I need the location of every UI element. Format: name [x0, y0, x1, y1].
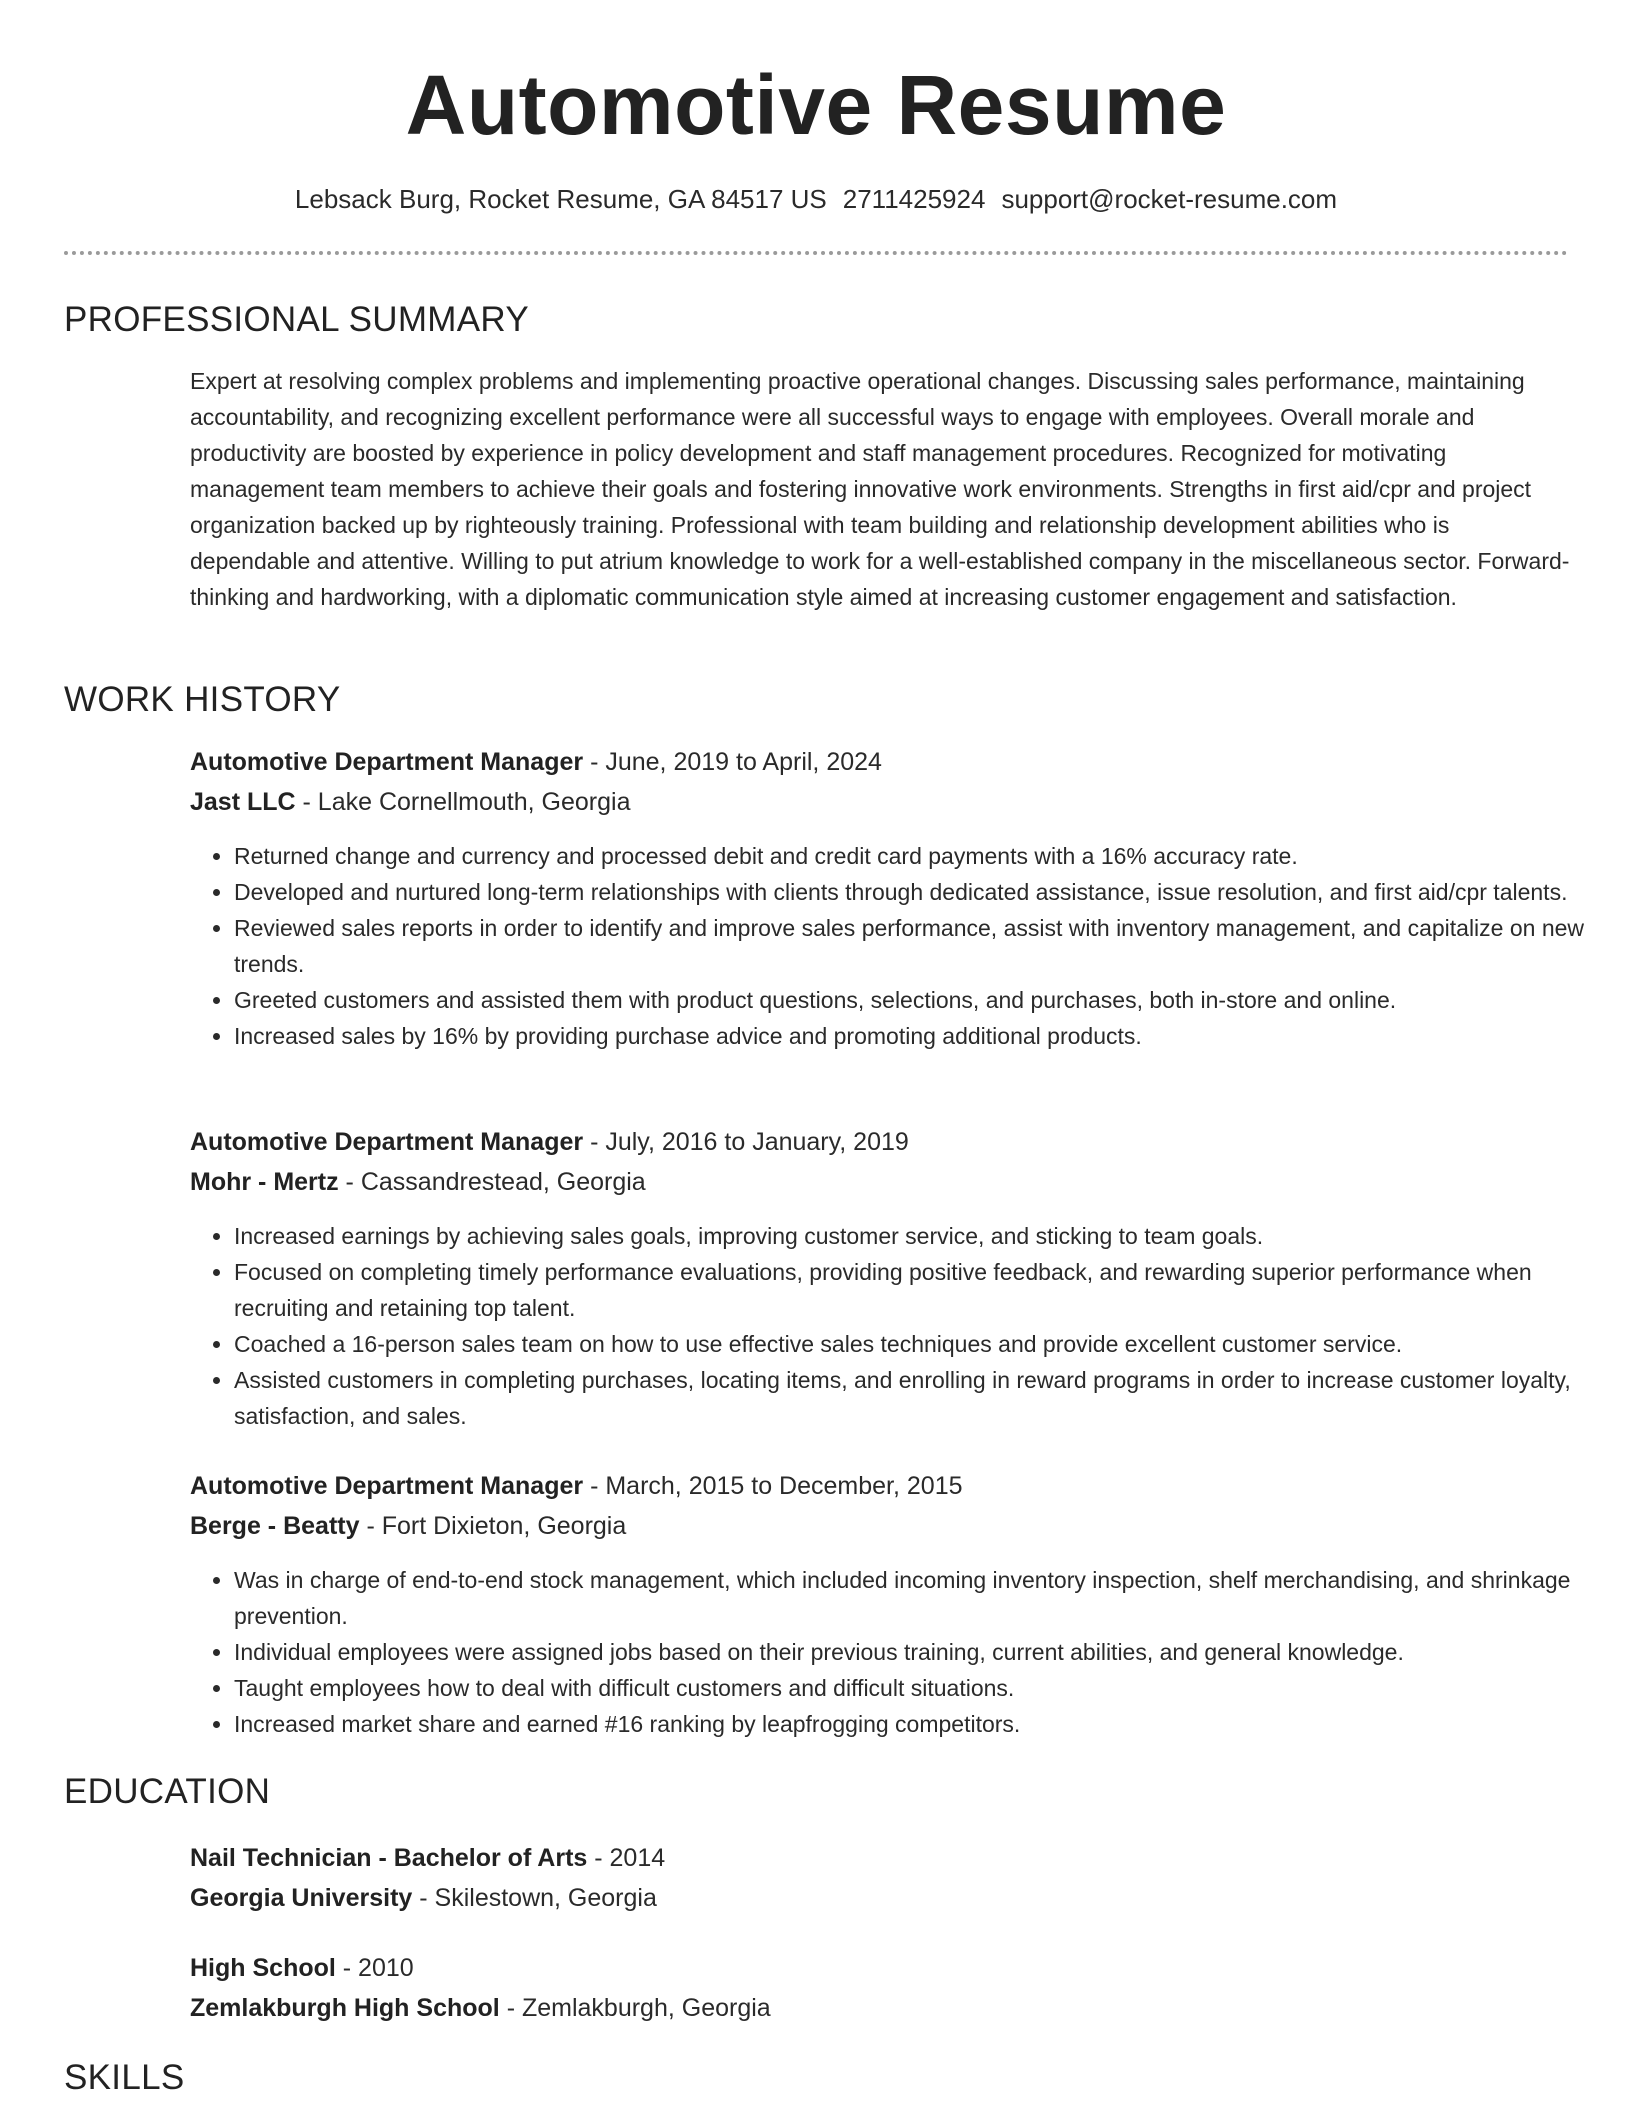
job-company: Jast LLC	[190, 788, 296, 816]
contact-address: Lebsack Burg, Rocket Resume, GA 84517 US	[294, 184, 827, 214]
contact-line	[0, 182, 1632, 216]
section-heading-summary: PROFESSIONAL SUMMARY	[64, 300, 529, 339]
job-location: - Lake Cornellmouth, Georgia	[295, 788, 631, 816]
list-item: • Returned change and currency and processed debit and credit card payments with a 16% accuracy rate.	[234, 838, 1614, 874]
job-bullet-list	[190, 838, 1614, 1054]
job-company-line	[190, 1506, 626, 1546]
list-item: • Coached a 16-person sales team on how to use effective sales techniques and provide excellent customer service.	[234, 1326, 1614, 1362]
education-year: - 2014	[587, 1844, 666, 1872]
section-heading-skills: SKILLS	[64, 2058, 185, 2097]
list-item: • Was in charge of end-to-end stock management, which included incoming inventory inspection, shelf merchandising, and shrinkage prevention.	[234, 1562, 1614, 1634]
job-title-line	[190, 742, 882, 782]
education-location: - Skilestown, Georgia	[412, 1884, 657, 1912]
list-item: • Increased sales by 16% by providing purchase advice and promoting additional products.	[234, 1018, 1614, 1054]
job-bullet-list	[190, 1562, 1614, 1742]
education-school: Georgia University	[190, 1884, 413, 1912]
list-item: • Increased market share and earned #16 ranking by leapfrogging competitors.	[234, 1706, 1614, 1742]
job-dates: - July, 2016 to January, 2019	[583, 1128, 909, 1156]
job-bullet-list	[190, 1218, 1614, 1434]
header-divider	[64, 251, 1568, 255]
job-company: Berge - Beatty	[190, 1512, 360, 1540]
resume-title: Automotive Resume	[405, 58, 1227, 152]
education-school-line	[190, 1988, 771, 2028]
job-company-line	[190, 1162, 646, 1202]
education-degree: Nail Technician - Bachelor of Arts	[190, 1844, 588, 1872]
job-dates: - June, 2019 to April, 2024	[583, 748, 882, 776]
list-item: • Developed and nurtured long-term relationships with clients through dedicated assistance, issue resolution, and first aid/cpr talents.	[234, 874, 1614, 910]
education-school-line	[190, 1878, 657, 1918]
job-company-line	[190, 782, 630, 822]
list-item: • Reviewed sales reports in order to identify and improve sales performance, assist with inventory management, and capitalize on new trends.	[234, 910, 1614, 982]
contact-phone: 2711425924	[842, 184, 986, 214]
list-item: • Individual employees were assigned jobs based on their previous training, current abilities, and general knowledge.	[234, 1634, 1614, 1670]
job-title: Automotive Department Manager	[190, 748, 584, 776]
job-title: Automotive Department Manager	[190, 1472, 584, 1500]
list-item: • Greeted customers and assisted them with product questions, selections, and purchases, both in-store and online.	[234, 982, 1614, 1018]
education-year: - 2010	[335, 1954, 414, 1982]
section-heading-work-history: WORK HISTORY	[64, 680, 341, 719]
job-dates: - March, 2015 to December, 2015	[583, 1472, 963, 1500]
list-item: • Assisted customers in completing purchases, locating items, and enrolling in reward programs in order to increase customer loyalty, satisfaction, and sales.	[234, 1362, 1614, 1434]
education-location: - Zemlakburgh, Georgia	[499, 1994, 771, 2022]
list-item: • Taught employees how to deal with difficult customers and difficult situations.	[234, 1670, 1614, 1706]
job-location: - Fort Dixieton, Georgia	[359, 1512, 627, 1540]
list-item: • Increased earnings by achieving sales goals, improving customer service, and sticking to team goals.	[234, 1218, 1614, 1254]
contact-email: support@rocket-resume.com	[1001, 184, 1338, 214]
education-degree-line	[190, 1838, 665, 1878]
education-degree: High School	[190, 1954, 336, 1982]
section-heading-education: EDUCATION	[64, 1772, 271, 1811]
education-school: Zemlakburgh High School	[190, 1994, 500, 2022]
summary-text: Expert at resolving complex problems and implementing proactive operational changes. Discussing sales performance, maintaining accountability, and recognizing excellent performance were all successful ways to engage with employees. Overall morale and productivity are boosted by experience in policy development and staff management procedures. Recognized for motivating management team members to achieve their goals and fostering innovative work environments. Strengths in first aid/cpr and project organization backed up by righteously training. Professional with team building and relationship development abilities who is dependable and attentive. Willing to put atrium knowledge to work for a well-established company in the miscellaneous sector. Forward-thinking and hardworking, with a diplomatic communication style aimed at increasing customer engagement and satisfaction.	[190, 368, 1570, 610]
job-company: Mohr - Mertz	[190, 1168, 339, 1196]
education-degree-line	[190, 1948, 414, 1988]
list-item: • Focused on completing timely performance evaluations, providing positive feedback, and rewarding superior performance when recruiting and retaining top talent.	[234, 1254, 1614, 1326]
job-location: - Cassandrestead, Georgia	[338, 1168, 646, 1196]
job-title-line	[190, 1122, 909, 1162]
job-title-line	[190, 1466, 963, 1506]
job-title: Automotive Department Manager	[190, 1128, 584, 1156]
